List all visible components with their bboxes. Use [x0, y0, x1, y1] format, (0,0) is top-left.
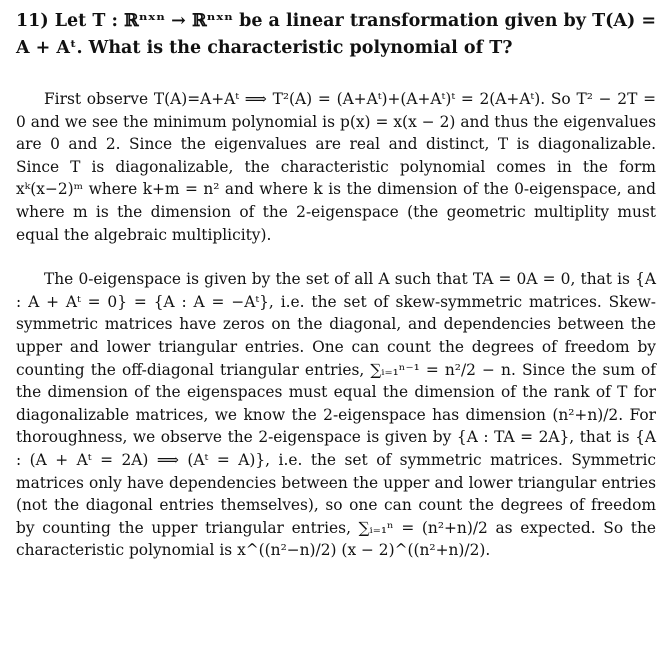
paragraph-eigenspaces: The 0-eigenspace is given by the set of all A such that TA = 0A = 0, that is {A : A + Aᵗ = 0} = {A : A = −Aᵗ}, i.e. the set of skew-symmetric matrices. Skew-symmetric matrices have zeros on the diagonal, and dependencies between the upper and lower triangular entries. One can count the degrees of freedom by counting the off-diagonal triangular entries, ∑ᵢ₌₁ⁿ⁻¹ = n²/2 − n. Since the sum of the dimension of the eigenspaces must equal the dimension of the rank of T for diagonalizable matrices, we know the 2-eigenspace has dimension (n²+n)/2. For thoroughness, we observe the 2-eigenspace is given by {A : TA = 2A}, that is {A : (A + Aᵗ = 2A) ⟹ (Aᵗ = A)}, i.e. the set of symmetric matrices. Symmetric matrices only have dependencies between the upper and lower triangular entries (not the diagonal entries themselves), so one can count the degrees of freedom by counting the upper triangular entries, ∑ᵢ₌₁ⁿ = (n²+n)/2 as expected. So the characteristic polynomial is x^((n²−n)/2) (x − 2)^((n²+n)/2). — [16, 270, 656, 560]
document — [16, 8, 656, 562]
question-heading: 11) Let T : ℝⁿˣⁿ → ℝⁿˣⁿ be a linear transformation given by T(A) = A + Aᵗ. What is the characteristic polynomial of T? — [16, 11, 656, 58]
paragraph-minimal-polynomial: First observe T(A)=A+Aᵗ ⟹ T²(A) = (A+Aᵗ)+(A+Aᵗ)ᵗ = 2(A+Aᵗ). So T² − 2T = 0 and we see the minimum polynomial is p(x) = x(x − 2) and thus the eigenvalues are 0 and 2. Since the eigenvalues are real and distinct, T is diagonalizable. Since T is diagonalizable, the characteristic polynomial comes in the form xᵏ(x−2)ᵐ where k+m = n² and where k is the dimension of the 0-eigenspace, and where m is the dimension of the 2-eigenspace (the geometric multiplity must equal the algebraic multiplicity). — [16, 90, 656, 244]
